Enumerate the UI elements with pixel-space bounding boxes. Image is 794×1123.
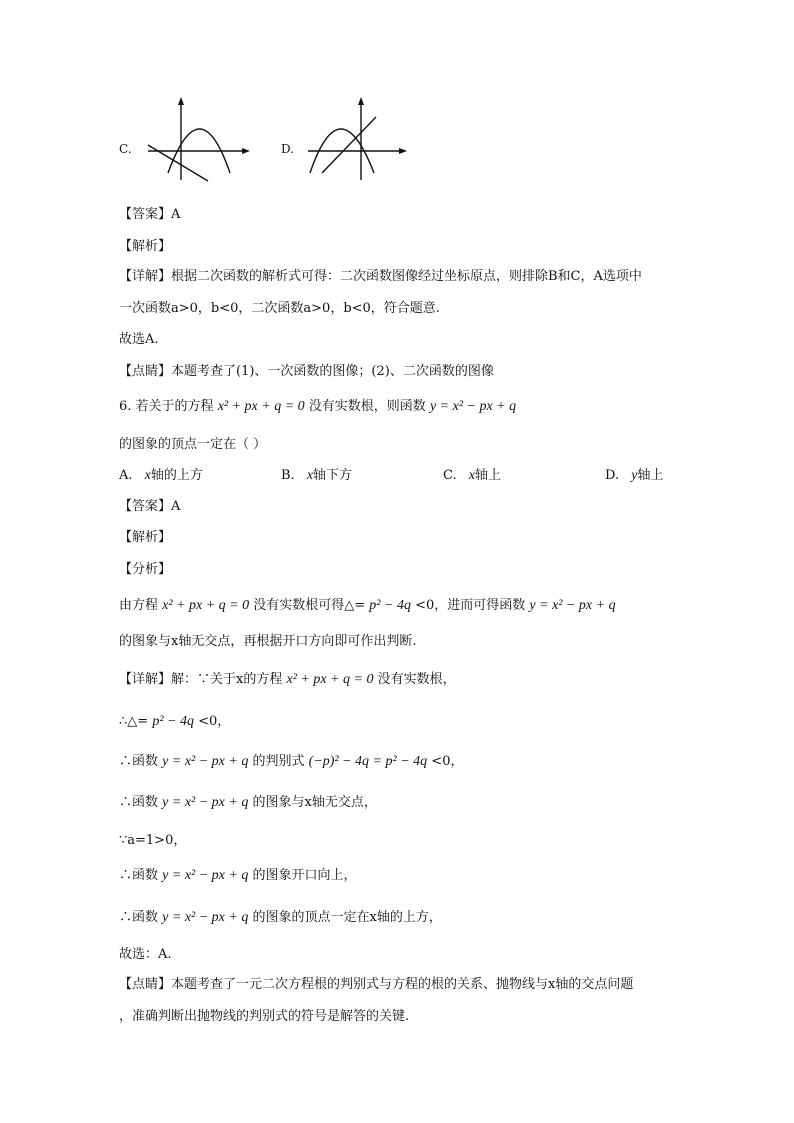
fenxi-equation: x² + px + q = 0 xyxy=(162,598,250,613)
q6-fenxi-line1 xyxy=(119,597,616,615)
step5-function: y = x² − px + q xyxy=(162,868,249,883)
detail-text-a: 【详解】解：∵关于x的方程 xyxy=(119,672,283,687)
option-variable: x xyxy=(306,468,314,483)
q6-comment-line2: ，准确判断出抛物线的判别式的符号是解答的关键. xyxy=(119,1009,410,1024)
step6-text-a: ∴函数 xyxy=(119,910,159,925)
option-variable: x xyxy=(144,468,151,483)
figure-d-label: D. xyxy=(281,142,295,156)
q6-stem-function: y = x² − px + q xyxy=(429,399,517,414)
q6-stem-b: 没有实数根，则函数 xyxy=(308,399,426,414)
option-letter: B. xyxy=(281,468,295,483)
fenxi-text-d: <0，进而可得函数 xyxy=(415,598,526,613)
step1-discriminant: p² − 4q xyxy=(152,714,194,729)
q6-step6 xyxy=(119,909,442,927)
option-text: 轴下方 xyxy=(313,468,353,483)
option-text: 轴的上方 xyxy=(150,468,203,483)
q6-option-b xyxy=(281,467,352,485)
step2-text-b: 的判别式 xyxy=(252,754,305,769)
q6-step4: ∵a=1>0， xyxy=(119,833,187,848)
option-letter: A. xyxy=(119,468,133,483)
step3-function: y = x² − px + q xyxy=(162,795,249,810)
option-text: 轴上 xyxy=(637,468,664,483)
q5-detail-line2: 一次函数a>0，b<0，二次函数a>0，b<0，符合题意. xyxy=(119,301,440,316)
fenxi-text-b: 没有实数根可得△= xyxy=(253,598,366,613)
q6-answer: 【答案】A xyxy=(119,499,181,514)
step1-text-a: ∴△= xyxy=(119,714,149,729)
step1-text-c: <0， xyxy=(198,714,231,729)
q6-option-c xyxy=(443,467,501,485)
q5-analysis-head: 【解析】 xyxy=(119,239,172,254)
q6-analysis-head: 【解析】 xyxy=(119,530,172,545)
detail-text-b: 没有实数根， xyxy=(377,672,456,687)
q6-option-d xyxy=(605,467,663,485)
q6-choose: 故选：A. xyxy=(119,947,172,962)
fenxi-text-a: 由方程 xyxy=(119,598,159,613)
step2-text-a: ∴函数 xyxy=(119,754,159,769)
step2-function: y = x² − px + q xyxy=(162,754,249,769)
step5-text-b: 的图象开口向上， xyxy=(252,868,357,883)
option-letter: C. xyxy=(443,468,457,483)
q6-stem-equation: x² + px + q = 0 xyxy=(217,399,305,414)
step3-text-b: 的图象与x轴无交点， xyxy=(252,795,377,810)
q6-step1 xyxy=(119,713,230,731)
q6-comment-line1: 【点睛】本题考查了一元二次方程根的判别式与方程的根的关系、抛物线与x轴的交点问题 xyxy=(119,977,634,992)
step3-text-a: ∴函数 xyxy=(119,795,159,810)
figure-d-graph xyxy=(300,95,420,195)
step6-text-b: 的图象的顶点一定在x轴的上方， xyxy=(252,910,442,925)
step2-text-d: <0， xyxy=(431,754,464,769)
step5-text-a: ∴函数 xyxy=(119,868,159,883)
q6-step2 xyxy=(119,753,463,771)
q6-fenxi-line2: 的图象与x轴无交点，再根据开口方向即可作出判断. xyxy=(119,634,417,649)
q5-answer: 【答案】A xyxy=(119,207,181,222)
option-variable: x xyxy=(468,468,475,483)
option-text: 轴上 xyxy=(474,468,501,483)
q5-comment: 【点睛】本题考查了(1)、一次函数的图像；(2)、二次函数的图像 xyxy=(119,364,494,379)
fenxi-discriminant: p² − 4q xyxy=(369,598,411,613)
figure-c-label: C. xyxy=(119,142,132,156)
q5-detail-line1: 【详解】根据二次函数的解析式可得：二次函数图像经过坐标原点，则排除B和C，A选项中 xyxy=(119,269,642,284)
option-variable: y xyxy=(631,468,638,483)
q5-choose: 故选A. xyxy=(119,332,159,347)
figure-c-graph xyxy=(140,95,260,195)
q6-stem-a: 6. 若关于的方程 xyxy=(119,399,214,414)
q6-detail-line xyxy=(119,671,456,689)
q6-stem-line2: 的图象的顶点一定在（ ） xyxy=(119,437,267,452)
step2-discriminant: (−p)² − 4q = p² − 4q xyxy=(308,754,428,769)
q6-fenxi-head: 【分析】 xyxy=(119,562,172,577)
step6-function: y = x² − px + q xyxy=(162,910,249,925)
option-letter: D. xyxy=(605,468,620,483)
q6-option-a xyxy=(119,467,203,485)
fenxi-function: y = x² − px + q xyxy=(529,598,616,613)
detail-equation: x² + px + q = 0 xyxy=(286,672,374,687)
q6-stem-line1 xyxy=(119,398,516,416)
q6-step3 xyxy=(119,794,377,812)
q6-step5 xyxy=(119,867,357,885)
